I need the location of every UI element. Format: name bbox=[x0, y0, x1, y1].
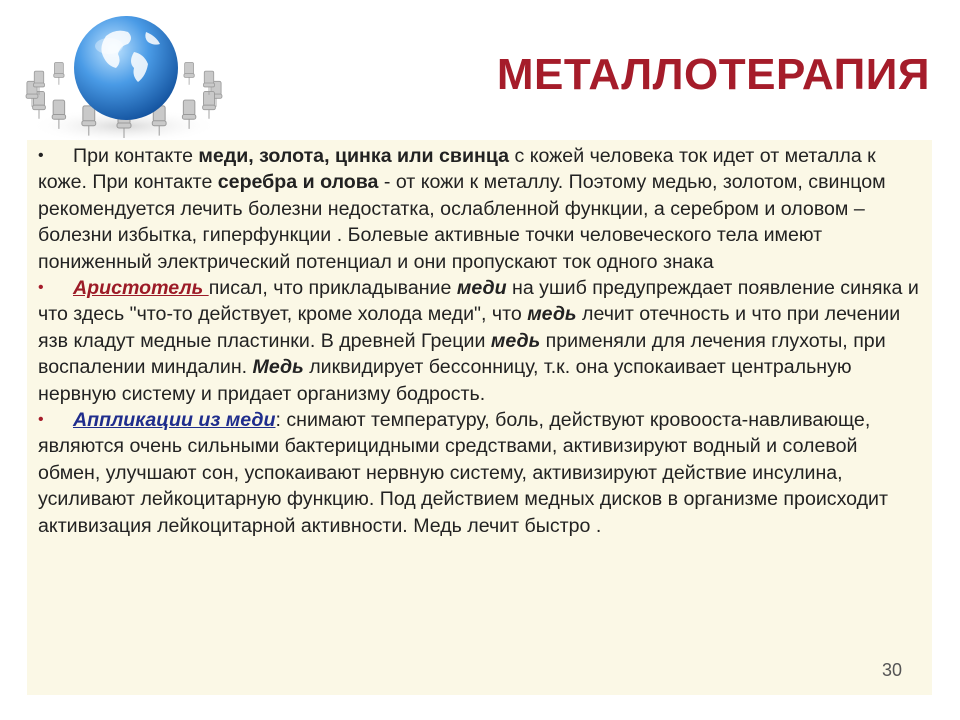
globe-with-chairs-icon bbox=[14, 8, 224, 148]
bold-italic-text: медь bbox=[527, 303, 577, 326]
slide-title: МЕТАЛЛОТЕРАПИЯ bbox=[496, 50, 930, 99]
bullet: • bbox=[38, 147, 44, 164]
text-run: лечит отечность и что при лечении язв кладут медные пластинки. В древней Греции bbox=[38, 303, 901, 352]
bullet: • bbox=[38, 279, 44, 297]
text-run: ликвидирует бессонницу, т.к. она успокаивает центральную нервную систему и придает организму бодрость. bbox=[38, 356, 852, 405]
text-run: : снимают температуру, боль, действуют кровооста-навливающе, являются очень сильными бактерицидными средствами, активизируют водный и солевой обмен, улучшают сон, успокаивают нервную систему, активизируют действие инсулина, усиливают лейкоцитарную функцию. Под действием медных дисков в организме происходит активизация лейкоцитарной активности. Медь лечит быстро . bbox=[38, 409, 888, 537]
paragraph-text bbox=[38, 409, 888, 537]
text-run: - от кожи к металлу. Поэтому медью, золотом, свинцом рекомендуется лечить болезни недостатка, ослабленной функции, а серебром и оловом – болезни избытка, гиперфункции . Болевые активные точки человеческого тела имеют пониженный электрический потенциал и они пропускают ток одного знака bbox=[38, 171, 886, 273]
text-run: на ушиб предупреждает появление синяка и что здесь "что-то действует, кроме холода меди", что bbox=[38, 277, 919, 326]
text-run: с кожей человека ток идет от металла к коже. При контакте bbox=[38, 145, 876, 194]
bold-text: меди, золота, цинка или свинца bbox=[198, 145, 510, 167]
page-number: 30 bbox=[882, 660, 903, 680]
paragraph bbox=[38, 275, 922, 407]
content-panel bbox=[27, 140, 932, 695]
text-run: При контакте bbox=[73, 145, 199, 167]
bold-italic-text: Медь bbox=[252, 356, 304, 379]
text-run: писал, что прикладывание bbox=[208, 277, 457, 300]
paragraph-text bbox=[38, 145, 886, 273]
bullet: • bbox=[38, 411, 44, 429]
aristotle-link[interactable]: Аристотель bbox=[73, 277, 209, 300]
chair-icon bbox=[203, 91, 216, 118]
bold-italic-text: меди bbox=[456, 277, 507, 300]
paragraph-text bbox=[38, 277, 919, 405]
bold-italic-text: медь bbox=[490, 329, 541, 352]
chair-icon bbox=[54, 63, 64, 85]
copper-applications-link[interactable]: Аппликации из меди bbox=[73, 409, 276, 432]
text-run: применяли для лечения глухоты, при воспалении миндалин. bbox=[38, 329, 886, 379]
paragraph bbox=[38, 407, 922, 539]
paragraph bbox=[38, 143, 922, 275]
bold-text: серебра и олова bbox=[217, 171, 379, 194]
chair-icon bbox=[184, 63, 194, 85]
